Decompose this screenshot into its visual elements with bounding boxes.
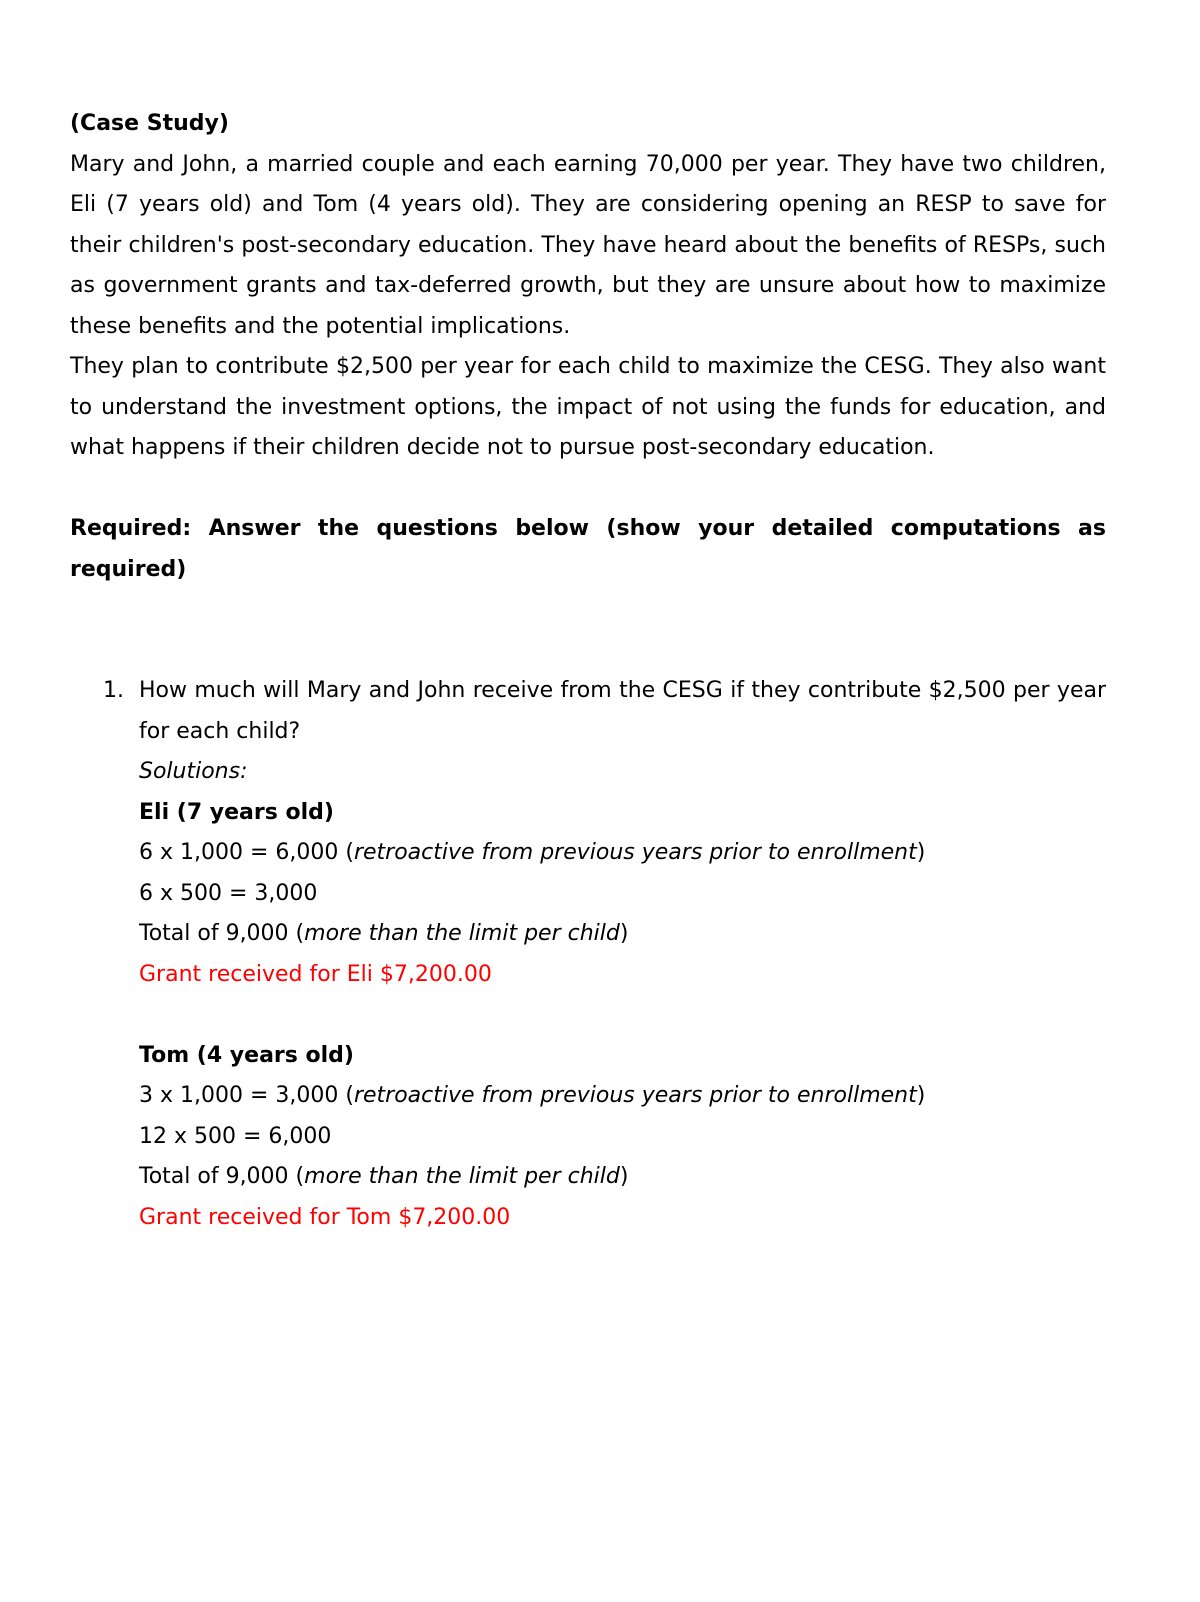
spacer [70, 469, 1106, 510]
question-number: 1. [103, 678, 124, 703]
question-list [70, 671, 1106, 1238]
question-text: How much will Mary and John receive from the CESG if they contribute $2,500 per year for each child? [139, 678, 1106, 744]
eli-calc-1: 6 x 1,000 = 6,000 (retroactive from previous years prior to enrollment) [139, 840, 926, 865]
eli-grant: Grant received for Eli $7,200.00 [139, 961, 492, 987]
eli-total: Total of 9,000 (more than the limit per child) [139, 921, 629, 946]
tom-calc-1: 3 x 1,000 = 3,000 (retroactive from previous years prior to enrollment) [139, 1083, 926, 1108]
spacer [139, 995, 1106, 1036]
eli-total-note: more than the limit per child [304, 921, 620, 946]
case-study-heading: (Case Study) [70, 111, 229, 136]
eli-calc-2: 6 x 500 = 3,000 [139, 880, 318, 906]
tom-calc-2: 12 x 500 = 6,000 [139, 1123, 332, 1149]
question-item [139, 671, 1106, 1238]
tom-total: Total of 9,000 (more than the limit per child) [139, 1164, 629, 1189]
eli-calc-1-note: retroactive from previous years prior to enrollment [353, 840, 917, 865]
tom-title: Tom (4 years old) [139, 1042, 354, 1068]
eli-title: Eli (7 years old) [139, 799, 334, 825]
solutions-label: Solutions: [139, 759, 248, 784]
intro-paragraph-1: Mary and John, a married couple and each earning 70,000 per year. They have two children, Eli (7 years old) and Tom (4 years old). They are considering opening an RESP to save for their children's post-secondary education. They have heard about the benefits of RESPs, such as government grants and tax-deferred growth, but they are unsure about how to maximize these benefits and the potential implications. [70, 151, 1106, 339]
required-instructions: Required: Answer the questions below (show your detailed computations as required) [70, 516, 1106, 582]
tom-calc-1-note: retroactive from previous years prior to enrollment [353, 1083, 917, 1108]
tom-total-note: more than the limit per child [304, 1164, 620, 1189]
spacer [70, 590, 1106, 671]
tom-grant: Grant received for Tom $7,200.00 [139, 1204, 511, 1230]
document-page [70, 104, 1106, 1238]
intro-paragraph-2: They plan to contribute $2,500 per year for each child to maximize the CESG. They also want to understand the investment options, the impact of not using the funds for education, and what happens if their children decide not to pursue post-secondary education. [70, 354, 1106, 460]
